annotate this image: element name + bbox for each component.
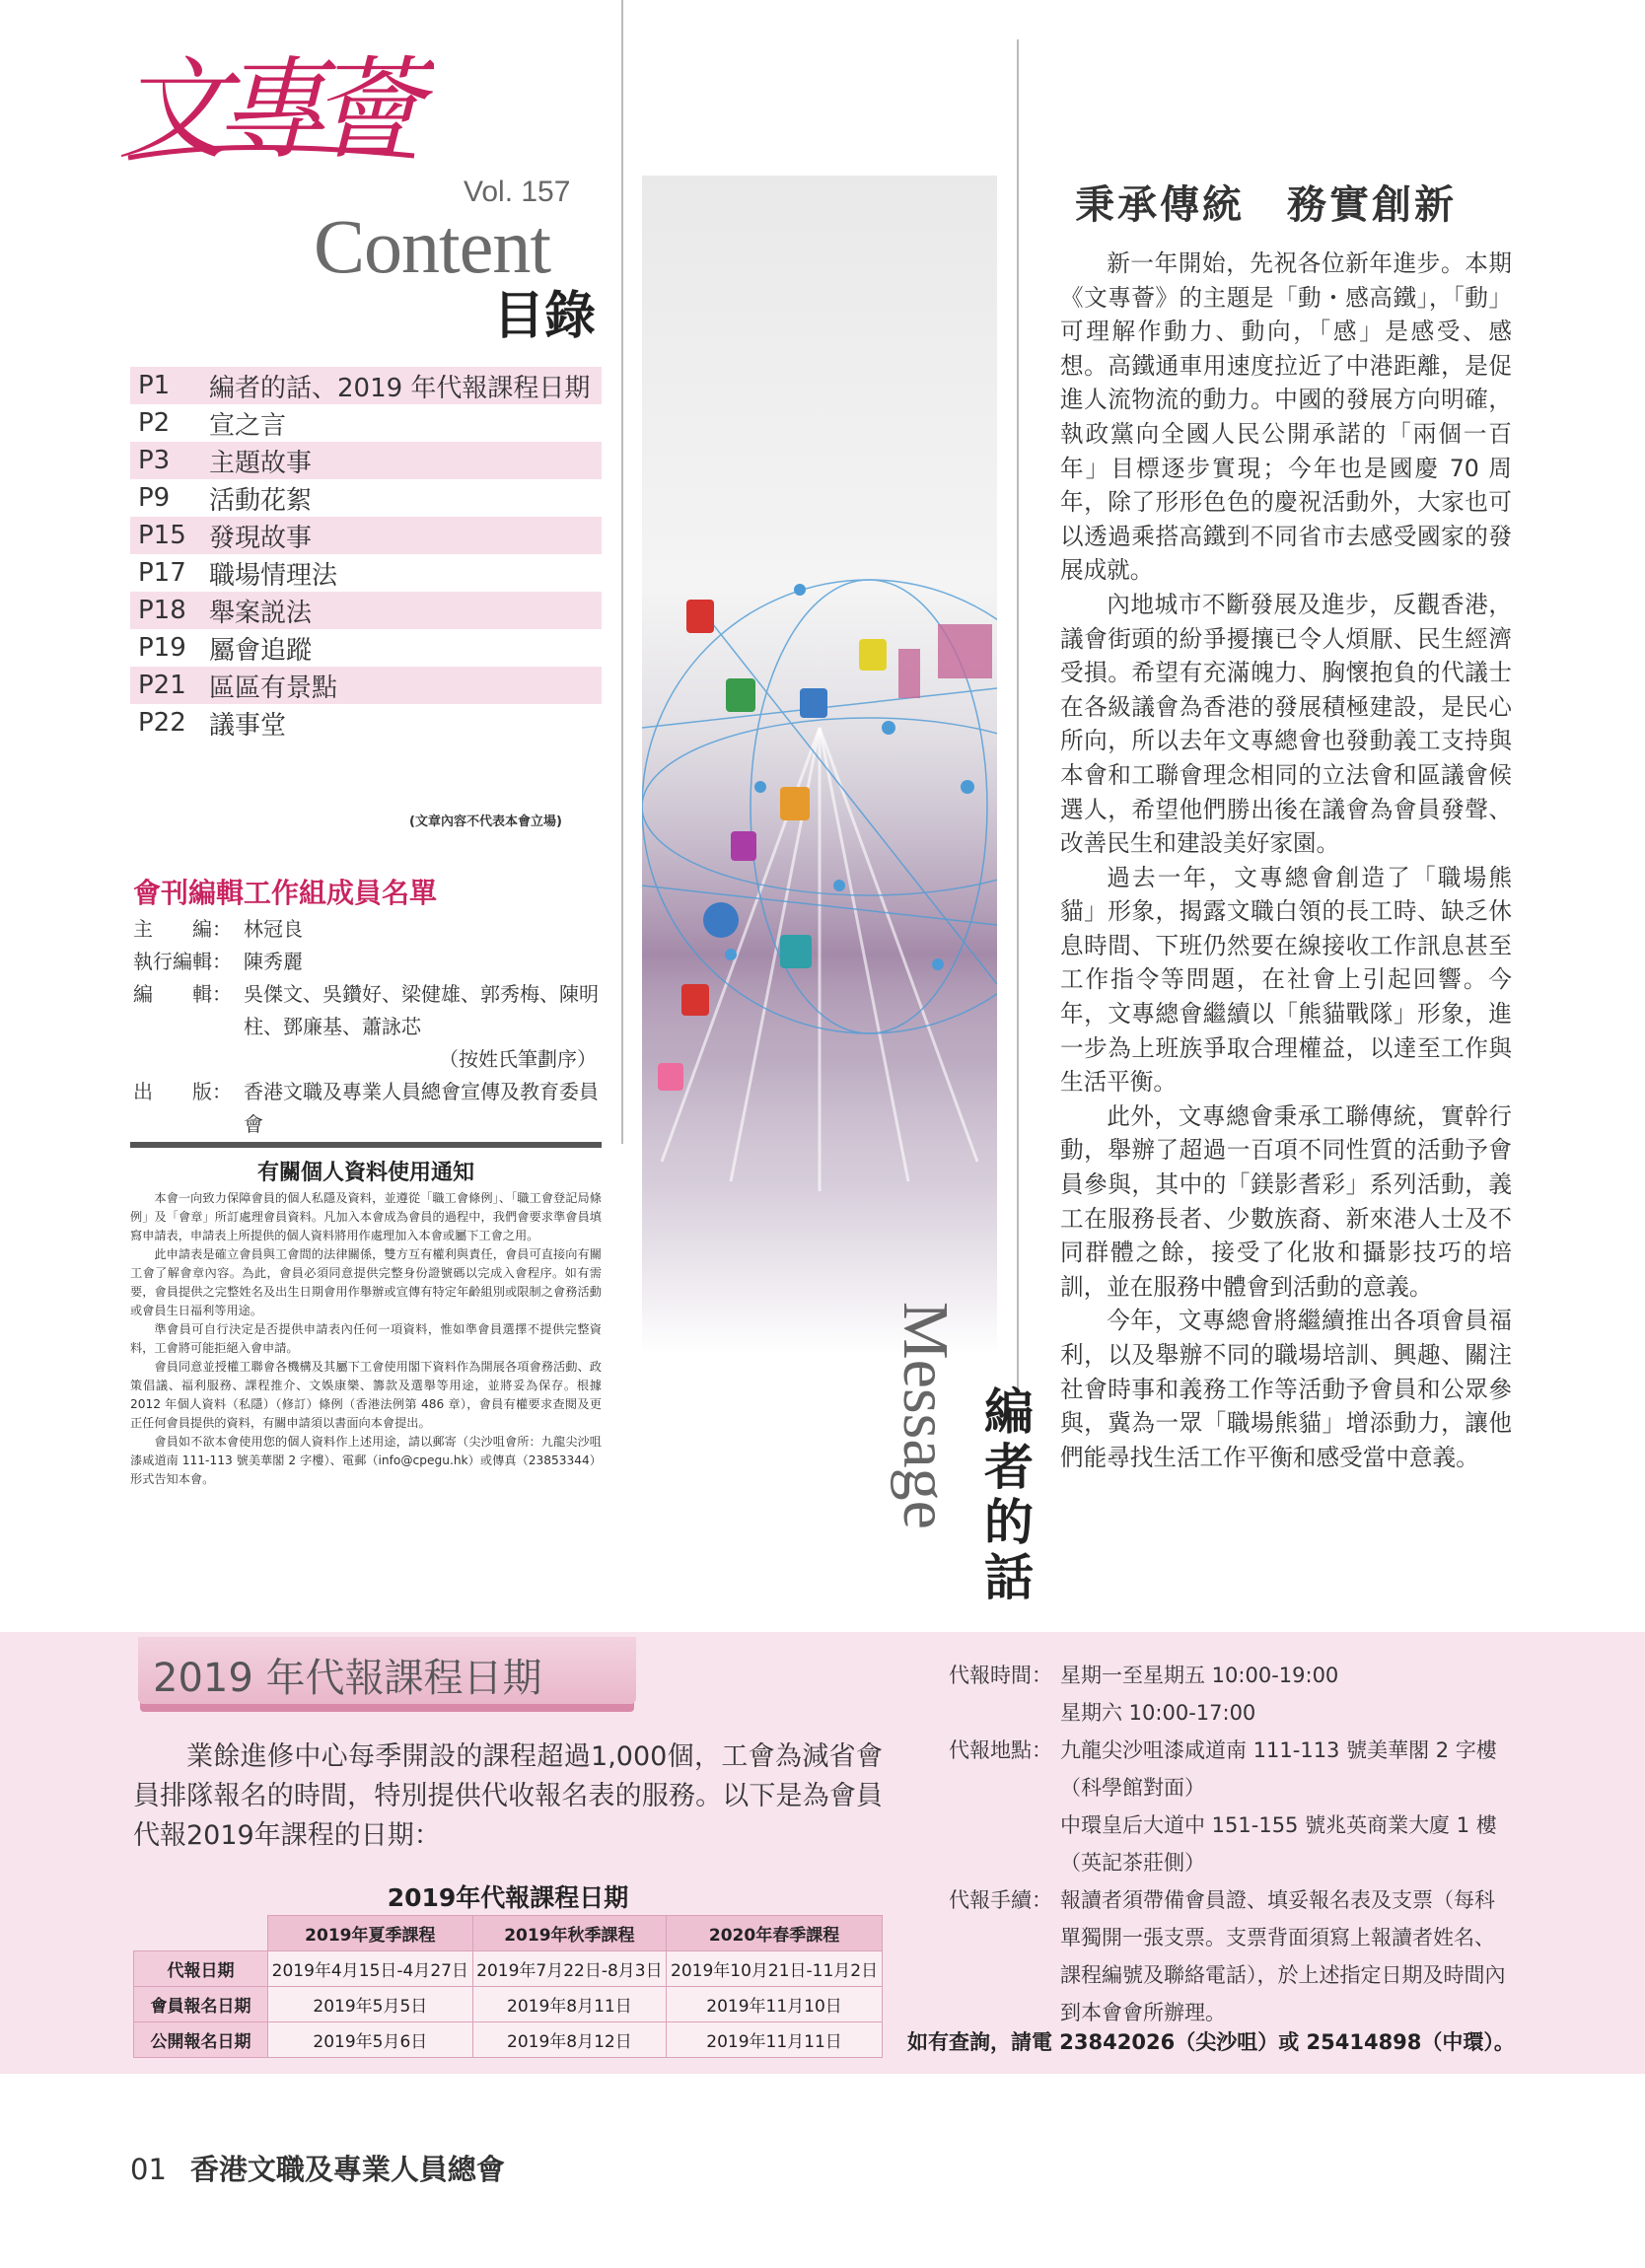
committee-names: 吳傑文、吳鑽好、梁健雄、郭秀梅、陳明柱、鄧廉基、蕭詠芯	[244, 982, 599, 1038]
committee-names: 陳秀麗	[244, 950, 303, 973]
volume-number: Vol. 157	[464, 176, 571, 208]
organization-name: 香港文職及專業人員總會	[189, 2153, 505, 2186]
article-paragraph: 今年，文專總會將繼續推出各項會員福利，以及舉辦不同的職場培訓、興趣、關注社會時事和義務工作等活動予會員和公眾參與，冀為一眾「職場熊貓」增添動力，讓他們能尋找生活工作平衡和感受當中意義。	[1060, 1307, 1512, 1471]
row-header: 會員報名日期	[134, 1987, 268, 2022]
info-label	[949, 1807, 1060, 1881]
privacy-paragraph: 此申請表是確立會員與工會間的法律關係，雙方互有權利與責任，會員可直接向有關工會了解會章內容。為此，會員必須同意提供完整身份證號碼以完成入會程序。如有需要，會員提供之完整姓名及出生日期會用作舉辦或宣傳有特定年齡組別或限制之會務活動或會員生日福利等用途。	[130, 1247, 602, 1317]
course-schedule-table	[133, 1915, 883, 2058]
article-paragraph: 過去一年，文專總會創造了「職場熊貓」形象，揭露文職白領的長工時、缺乏休息時間、下班仍然要在線接收工作訊息甚至工作指令等問題，在社會上引起回響。今年，文專總會繼續以「熊貓戰隊」形象，進一步為上班族爭取合理權益，以達至工作與生活平衡。	[1060, 863, 1512, 1097]
table-cell: 2019年10月21日-11月2日	[667, 1951, 883, 1987]
content-heading: Content	[314, 203, 550, 289]
page-number: 01	[130, 2153, 167, 2186]
schedule-table-title: 2019年代報課程日期	[387, 1883, 629, 1912]
toc-title: 舉案説法	[209, 598, 313, 628]
toc-title: 活動花絮	[209, 485, 313, 516]
toc-item[interactable]	[130, 367, 602, 404]
toc-item[interactable]	[130, 554, 602, 592]
info-row	[949, 1657, 1511, 1694]
toc-page-number: P19	[138, 633, 186, 663]
toc-title: 宣之言	[209, 410, 287, 441]
privacy-paragraph: 準會員可自行決定是否提供申請表內任何一項資料，惟如準會員選擇不提供完整資料，工會將可能拒絕入會申請。	[130, 1322, 602, 1355]
committee-role: 編 輯：	[133, 982, 232, 1006]
privacy-title: 有關個人資料使用通知	[256, 1161, 474, 1185]
table-header-row	[134, 1916, 883, 1951]
committee-row	[133, 946, 607, 978]
info-value: 九龍尖沙咀漆咸道南 111-113 號美華閣 2 字樓（科學館對面）	[1060, 1738, 1497, 1800]
column-header: 2019年秋季課程	[472, 1916, 666, 1951]
info-label: 代報時間：	[949, 1664, 1052, 1687]
course-intro	[133, 1737, 883, 1856]
article-title: 秉承傳統 務實創新	[1075, 182, 1457, 228]
committee-row	[133, 913, 607, 946]
table-cell: 2019年11月10日	[667, 1987, 883, 2022]
disclaimer-note: (文章內容不代表本會立場)	[409, 815, 562, 829]
toc-title: 議事堂	[209, 710, 287, 741]
toc-title: 職場情理法	[209, 560, 338, 591]
column-header: 2020年春季課程	[667, 1916, 883, 1951]
info-row	[949, 1732, 1511, 1807]
committee-list	[133, 913, 607, 1141]
article-paragraph: 新一年開始，先祝各位新年進步。本期《文專薈》的主題是「動・感高鐵」，「動」可理解作動力、動向，「感」是感受、感想。高鐵通車用速度拉近了中港距離，是促進人流物流的動力。中國的發展方向明確，執政黨向全國人民公開承諾的「兩個一百年」目標逐步實現；今年也是國慶 70 周年，除了形形色色的慶祝活動外，大家也可以透過乘搭高鐵到不同省市去感受國家的發展成就。	[1060, 249, 1512, 585]
committee-role: 主 編：	[133, 917, 232, 941]
committee-role: 出 版：	[133, 1080, 232, 1103]
column-header: 2019年夏季課程	[268, 1916, 473, 1951]
info-row	[949, 1694, 1511, 1732]
info-value: 星期六 10:00-17:00	[1060, 1701, 1256, 1725]
info-value: 中環皇后大道中 151-155 號兆英商業大廈 1 樓（英記茶莊側）	[1060, 1813, 1497, 1875]
toc-item[interactable]	[130, 667, 602, 704]
info-row	[949, 1807, 1511, 1881]
toc-item[interactable]	[130, 517, 602, 554]
registration-info	[949, 1657, 1511, 2031]
toc-title: 區區有景點	[209, 673, 338, 703]
toc-page-number: P17	[138, 558, 186, 588]
article-paragraph: 此外，文專總會秉承工聯傳統，實幹行動，舉辦了超過一百項不同性質的活動予會員參與，其中的「鎂影耆彩」系列活動，義工在服務長者、少數族裔、新來港人士及不同群體之餘，接受了化妝和攝影技巧的培訓，並在服務中體會到活動的意義。	[1060, 1101, 1512, 1301]
table-cell: 2019年7月22日-8月3日	[472, 1951, 666, 1987]
committee-order-note: （按姓氏筆劃序）	[439, 1047, 597, 1071]
committee-row	[133, 978, 607, 1043]
committee-names: 香港文職及專業人員總會宣傳及教育委員會	[244, 1080, 599, 1136]
row-header: 公開報名日期	[134, 2022, 268, 2058]
section-title-english: Message	[890, 1302, 962, 1529]
course-banner-title: 2019 年代報課程日期	[153, 1656, 542, 1701]
toc-item[interactable]	[130, 704, 602, 742]
info-label: 代報地點：	[949, 1738, 1052, 1762]
privacy-notice	[130, 1189, 602, 1489]
committee-row	[133, 1043, 607, 1076]
section-divider	[130, 1142, 602, 1148]
committee-role: 執行編輯：	[133, 950, 232, 973]
column-divider-line	[1017, 39, 1019, 1390]
info-row	[949, 1881, 1511, 2031]
toc-item[interactable]	[130, 442, 602, 479]
toc-page-number: P9	[138, 483, 171, 513]
toc-page-number: P2	[138, 408, 171, 438]
privacy-paragraph: 會員如不欲本會使用您的個人資料作上述用途，請以郵寄（尖沙咀會所：九龍尖沙咀漆咸道南 111-113 號美華閣 2 字樓）、電郵（info@cpegu.hk）或傳真（23853344）形式告知本會。	[130, 1435, 602, 1486]
committee-row	[133, 1076, 607, 1141]
course-intro-text: 業餘進修中心每季開設的課程超過1,000個，工會為減省會員排隊報名的時間，特別提供代收報名表的服務。以下是為會員代報2019年課程的日期：	[133, 1741, 883, 1851]
table-cell: 2019年4月15日-4月27日	[268, 1951, 473, 1987]
table-row	[134, 1951, 883, 1987]
network-globe-illustration	[642, 176, 997, 1354]
table-cell: 2019年5月6日	[268, 2022, 473, 2058]
table-corner-cell	[134, 1916, 268, 1951]
info-value: 報讀者須帶備會員證、填妥報名表及支票（每科單獨開一張支票。支票背面須寫上報讀者姓名、課程編號及聯絡電話），於上述指定日期及時間內到本會會所辦理。	[1060, 1888, 1506, 2024]
committee-names: 林冠良	[244, 917, 303, 941]
section-title-chinese: 編者的話	[976, 1385, 1034, 1606]
info-value: 星期一至星期五 10:00-19:00	[1060, 1664, 1339, 1687]
toc-item[interactable]	[130, 592, 602, 629]
info-label	[949, 1694, 1060, 1732]
toc-page-number: P15	[138, 521, 186, 550]
toc-page-number: P1	[138, 371, 171, 400]
toc-page-number: P22	[138, 708, 186, 738]
page-footer	[130, 2148, 505, 2188]
toc-item[interactable]	[130, 404, 602, 442]
toc-item[interactable]	[130, 479, 602, 517]
contact-line: 如有查詢，請電 23842026（尖沙咀）或 25414898（中環）。	[907, 2030, 1515, 2054]
table-cell: 2019年8月11日	[472, 1987, 666, 2022]
table-row	[134, 2022, 883, 2058]
toc-title: 屬會追蹤	[209, 635, 313, 666]
svg-text:文專薈: 文專薈	[118, 46, 408, 175]
mulu-heading: 目錄	[493, 287, 597, 346]
article-paragraph: 內地城市不斷發展及進步，反觀香港，議會街頭的紛爭擾攘已令人煩厭、民生經濟受損。希望有充滿魄力、胸懷抱負的代議士在各級議會為香港的發展積極建設，是民心所向，所以去年文專總會也發動義工支持與本會和工聯會理念相同的立法會和區議會候選人，希望他們勝出後在議會為會員發聲、改善民生和建設美好家園。	[1060, 590, 1512, 858]
table-of-contents	[130, 367, 602, 742]
toc-title: 編者的話、2019 年代報課程日期	[209, 373, 591, 403]
toc-page-number: P21	[138, 671, 186, 700]
table-cell: 2019年8月12日	[472, 2022, 666, 2058]
column-divider-line	[621, 0, 623, 1144]
toc-page-number: P3	[138, 446, 171, 475]
table-row	[134, 1987, 883, 2022]
toc-title: 發現故事	[209, 523, 313, 553]
toc-title: 主題故事	[209, 448, 313, 478]
privacy-paragraph: 會員同意並授權工聯會各機構及其屬下工會使用閣下資料作為開展各項會務活動、政策倡議、福利服務、課程推介、文娛康樂、籌款及選舉等用途，並將妥為保存。根據 2012 年個人資料（私隱）（修訂）條例（香港法例第 486 章），會員有權要求查閱及更正任何會員提供的資料，有關申請須以書面向本會提出。	[130, 1360, 602, 1430]
table-cell: 2019年5月5日	[268, 1987, 473, 2022]
privacy-paragraph: 本會一向致力保障會員的個人私隱及資料，並遵從「職工會條例」、「職工會登記局條例」及「會章」所訂處理會員資料。凡加入本會成為會員的過程中，我們會要求準會員填寫申請表，申請表上所提供的個人資料將用作處理加入本會或屬下工會之用。	[130, 1191, 602, 1242]
row-header: 代報日期	[134, 1951, 268, 1987]
toc-page-number: P18	[138, 596, 186, 625]
info-label: 代報手續：	[949, 1888, 1052, 1912]
magazine-logo	[118, 39, 434, 177]
committee-title: 會刊編輯工作組成員名單	[133, 877, 438, 909]
editor-message-body	[1060, 247, 1512, 1474]
toc-item[interactable]	[130, 629, 602, 667]
table-cell: 2019年11月11日	[667, 2022, 883, 2058]
